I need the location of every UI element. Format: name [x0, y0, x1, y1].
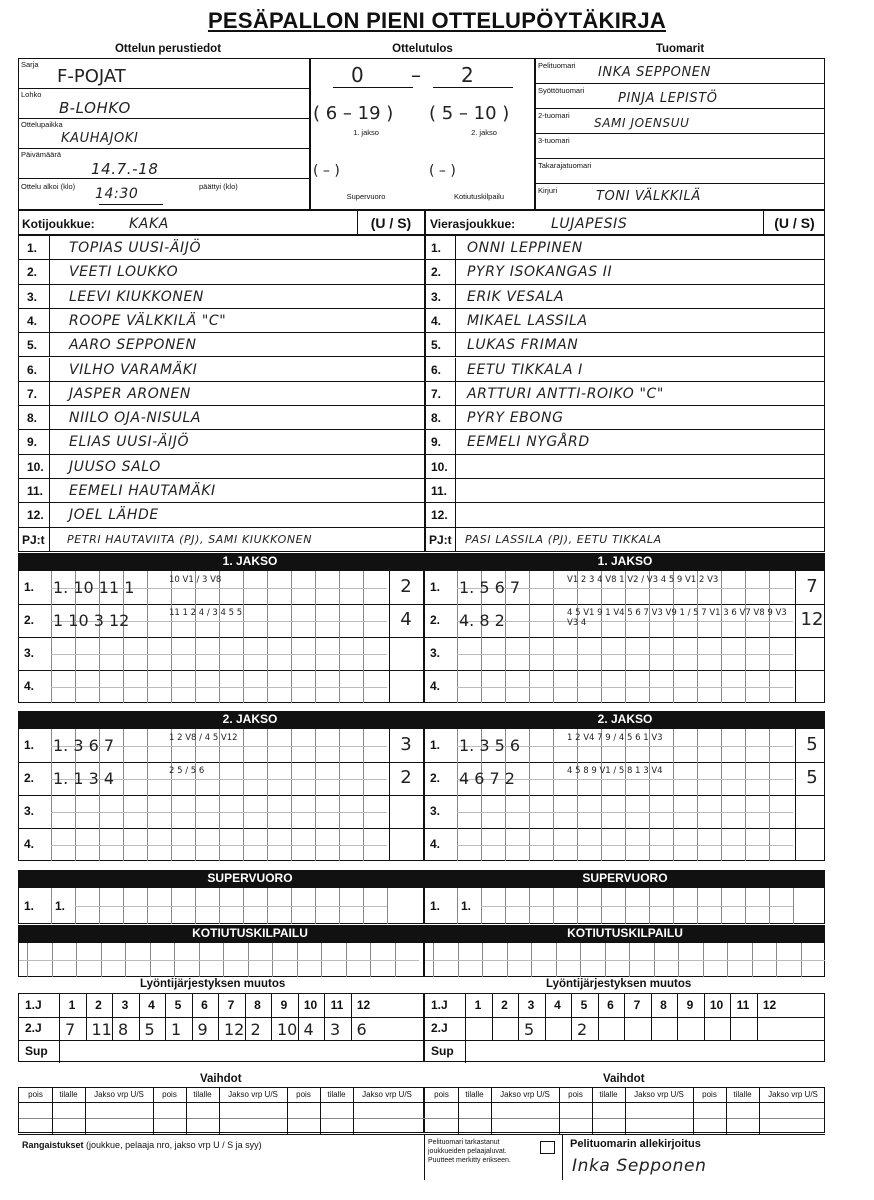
- order-value: 5: [524, 1020, 535, 1039]
- order-title-home: Lyöntijärjestyksen muutos: [140, 978, 286, 990]
- away-pj-label: PJ:t: [429, 532, 452, 547]
- inning-number: 2.: [430, 771, 441, 785]
- scorer-value: TONI VÄLKKILÄ: [596, 189, 701, 204]
- home-player-name: JUUSO SALO: [69, 458, 161, 475]
- order-row-label: 2.J: [431, 1021, 448, 1035]
- home-coaches: PETRI HAUTAVIITA (PJ), SAMI KIUKKONEN: [67, 532, 313, 546]
- away-player-name: ERIK VESALA: [467, 288, 565, 305]
- check-box[interactable]: [540, 1141, 555, 1154]
- result-heading: Ottelutulos: [392, 43, 453, 55]
- order-value: 6: [356, 1020, 367, 1039]
- inning-number: 1.: [24, 580, 35, 594]
- away-score: 2: [461, 63, 474, 87]
- order-col: 11: [330, 998, 344, 1012]
- away-us-indicator: (U / S): [763, 211, 825, 235]
- order-col: 8: [254, 998, 261, 1012]
- sv-row-num: 1.: [461, 899, 472, 913]
- order-row-label: Sup: [25, 1044, 48, 1058]
- penalties-note: (joukkue, pelaaja nro, jakso vrp U / S ja syy): [86, 1140, 262, 1150]
- inning-number: 1.: [24, 738, 35, 752]
- page-title: PESÄPALLON PIENI OTTELUPÖYTÄKIRJA: [207, 8, 667, 33]
- home-marks: 11 1 2 4 / 3 4 5 5: [169, 608, 243, 618]
- period-bar-label-home: 1. JAKSO: [222, 554, 278, 568]
- subs-head: Jakso vrp U/S: [634, 1090, 684, 1099]
- second-referee-value: SAMI JOENSUU: [594, 116, 690, 130]
- away-player-number: 2.: [431, 265, 442, 280]
- inning-number: 4.: [430, 679, 441, 693]
- order-title-away: Lyöntijärjestyksen muutos: [546, 978, 692, 990]
- subs-head: tilalle: [733, 1090, 752, 1099]
- roster-row: [19, 309, 824, 333]
- away-marks: 1 2 V4 7 9 / 4 5 6 1 V3: [567, 733, 663, 743]
- check-line2: joukkueiden pelaajaluvat.: [428, 1148, 507, 1155]
- home-player-number: 7.: [27, 386, 38, 401]
- away-player-name: EEMELI NYGÅRD: [467, 434, 590, 451]
- order-row-label: 1.J: [431, 998, 448, 1012]
- home-player-number: 6.: [27, 362, 38, 377]
- order-col: 6: [201, 998, 208, 1012]
- home-player-number: 9.: [27, 435, 38, 450]
- away-player-name: ONNI LEPPINEN: [467, 240, 583, 256]
- subs-title-away: Vaihdot: [603, 1073, 645, 1085]
- inning-number: 3.: [430, 646, 441, 660]
- order-value: 9: [197, 1020, 208, 1039]
- subs-head: Jakso vrp U/S: [768, 1090, 818, 1099]
- subs-head: pois: [434, 1090, 449, 1099]
- order-col: 12: [356, 998, 371, 1012]
- period2-result: ( 5 – 10 ): [429, 103, 510, 124]
- home-player-number: 10.: [27, 459, 44, 474]
- home-marks: 1 2 V8 / 4 5 V12: [169, 733, 238, 743]
- home-player-name: NIILO OJA-NISULA: [69, 410, 202, 427]
- away-player-name: EETU TIKKALA I: [467, 361, 583, 378]
- home-player-number: 5.: [27, 338, 38, 353]
- home-player-name: TOPIAS UUSI-ÄIJÖ: [69, 240, 202, 256]
- home-player-name: JOEL LÄHDE: [69, 507, 159, 524]
- penalties-label: Rangaistukset: [22, 1140, 84, 1150]
- home-runs: 3: [400, 734, 412, 755]
- signature-label: Pelituomarin allekirjoitus: [570, 1138, 701, 1150]
- order-value: 4: [303, 1020, 314, 1039]
- period1-result: ( 6 – 19 ): [313, 103, 394, 124]
- away-runs: 12: [800, 609, 824, 630]
- home-player-name: ELIAS UUSI-ÄIJÖ: [69, 434, 190, 451]
- home-runs: 2: [400, 767, 412, 788]
- order-value: 11: [91, 1020, 112, 1039]
- home-team-label: Kotijoukkue:: [22, 217, 95, 231]
- away-player-number: 11.: [431, 484, 448, 498]
- ref-label: Kirjuri: [538, 186, 558, 195]
- inning-number: 3.: [430, 804, 441, 818]
- inning-number: 1.: [430, 738, 441, 752]
- inning-number: 3.: [24, 804, 35, 818]
- order-value: 2: [250, 1020, 261, 1039]
- subs-head: tilalle: [327, 1090, 346, 1099]
- order-value: 1: [171, 1020, 182, 1039]
- date-value: 14.7.-18: [91, 160, 159, 178]
- check-line3: Puutteet merkitty erikseen.: [428, 1157, 511, 1164]
- period-bar-label-away: 1. JAKSO: [597, 554, 653, 568]
- away-marks: 4 5 8 9 V1 / 5 8 1 3 V4: [567, 766, 663, 776]
- order-col: 9: [280, 998, 288, 1012]
- referees-box: [535, 58, 825, 210]
- home-runs: 2: [400, 576, 412, 597]
- subs-head: Jakso vrp U/S: [362, 1090, 412, 1099]
- order-col: 4: [148, 998, 155, 1012]
- order-col: 3: [527, 998, 535, 1012]
- inning-number: 2.: [430, 613, 441, 627]
- order-col: 4: [554, 998, 561, 1012]
- order-value: 10: [277, 1020, 298, 1039]
- supervuoro-grid: [18, 888, 825, 924]
- inning-grid: [18, 571, 825, 703]
- away-runs: 5: [806, 734, 818, 755]
- away-player-number: 12.: [431, 508, 448, 523]
- order-value: 3: [330, 1020, 341, 1039]
- away-runs: 7: [806, 576, 818, 597]
- order-row-label: Sup: [431, 1044, 454, 1058]
- series-value: F-POJAT: [57, 66, 126, 87]
- roster-row: [19, 285, 824, 309]
- home-player-name: JASPER ARONEN: [69, 385, 191, 402]
- away-player-number: 7.: [431, 386, 442, 401]
- order-row-label: 1.J: [25, 998, 42, 1012]
- away-player-number: 5.: [431, 338, 442, 353]
- order-col: 5: [580, 998, 588, 1012]
- kotiutus-label-home: KOTIUTUSKILPAILU: [192, 926, 308, 940]
- result-box: [310, 58, 535, 210]
- roster-row: [19, 260, 824, 284]
- teams-header: [18, 210, 825, 236]
- subs-head: pois: [162, 1090, 177, 1099]
- supervuoro-label: Supervuoro: [346, 192, 386, 201]
- ref-label: Syöttötuomari: [538, 86, 585, 95]
- subs-head: Jakso vrp U/S: [228, 1090, 278, 1099]
- away-team-name: LUJAPESIS: [551, 216, 628, 232]
- inning-number: 4.: [430, 837, 441, 851]
- away-player-number: 1.: [431, 241, 442, 255]
- home-us-indicator: (U / S): [357, 211, 425, 235]
- end-label: päättyi (klo): [199, 182, 238, 191]
- subs-grid: [18, 1087, 825, 1133]
- home-player-number: 8.: [27, 411, 38, 426]
- order-value: 8: [118, 1020, 129, 1039]
- roster-row: [19, 382, 824, 406]
- start-label: Ottelu alkoi (klo): [21, 182, 76, 191]
- order-col: 5: [174, 998, 182, 1012]
- home-player-name: VEETI LOUKKO: [69, 264, 179, 281]
- date-label: Päivämäärä: [21, 150, 62, 159]
- inning-number: 3.: [24, 646, 35, 660]
- subs-head: tilalle: [599, 1090, 618, 1099]
- away-player-name: LUKAS FRIMAN: [467, 337, 579, 354]
- order-value: 12: [224, 1020, 245, 1039]
- home-runs: 4: [400, 609, 412, 630]
- roster-row: [19, 455, 824, 479]
- referees-heading: Tuomarit: [655, 43, 705, 55]
- away-batters: 1. 3 5 6: [459, 736, 521, 755]
- inning-number: 4.: [24, 679, 35, 693]
- away-player-number: 3.: [431, 289, 442, 304]
- pitcher-referee-value: PINJA LEPISTÖ: [618, 91, 718, 106]
- check-note: [428, 1138, 511, 1165]
- order-col: 10: [709, 998, 724, 1012]
- home-player-name: LEEVI KIUKKONEN: [69, 288, 204, 305]
- subs-head: Jakso vrp U/S: [500, 1090, 550, 1099]
- home-player-number: 11.: [27, 484, 44, 498]
- home-marks: 10 V1 / 3 V8: [169, 575, 222, 585]
- roster-row: [19, 358, 824, 382]
- group-label: Lohko: [21, 90, 42, 99]
- home-batters: 1 10 3 12: [53, 611, 130, 630]
- order-grid: [18, 993, 825, 1062]
- order-value: 2: [577, 1020, 588, 1039]
- away-marks: V1 2 3 4 V8 1 V2 / V3 4 5 9 V1 2 V3: [567, 575, 719, 585]
- away-batters: 4 6 7 2: [459, 769, 515, 788]
- home-player-number: 4.: [27, 313, 38, 328]
- home-player-name: EEMELI HAUTAMÄKI: [69, 483, 216, 499]
- inning-grid: [18, 729, 825, 861]
- supervuoro-label-home: SUPERVUORO: [207, 871, 293, 885]
- subs-head: pois: [28, 1090, 43, 1099]
- subs-head: pois: [568, 1090, 583, 1099]
- head-referee-value: INKA SEPPONEN: [598, 65, 711, 80]
- subs-head: pois: [296, 1090, 311, 1099]
- order-col: 7: [633, 998, 641, 1012]
- away-player-number: 4.: [431, 313, 442, 328]
- ref-label: 3-tuomari: [538, 136, 570, 145]
- kotiutus-label-away: KOTIUTUSKILPAILU: [567, 926, 683, 940]
- inning-number: 2.: [24, 613, 35, 627]
- away-batters: 1. 5 6 7: [459, 578, 521, 597]
- subs-head: tilalle: [193, 1090, 212, 1099]
- order-col: 3: [121, 998, 129, 1012]
- period-bar-label-home: 2. JAKSO: [222, 712, 278, 726]
- away-player-number: 9.: [431, 435, 442, 450]
- order-value: 7: [65, 1020, 76, 1039]
- order-col: 2: [501, 998, 508, 1012]
- order-col: 12: [762, 998, 777, 1012]
- order-row-label: 2.J: [25, 1021, 42, 1035]
- period1-label: 1. jakso: [353, 128, 379, 137]
- home-player-name: VILHO VARAMÄKI: [69, 361, 198, 378]
- subs-head: pois: [702, 1090, 717, 1099]
- home-player-number: 2.: [27, 265, 38, 280]
- basic-info-box: [18, 58, 310, 210]
- away-marks: 4 5 V1 9 1 V4 5 6 7 V3 V9 1 / 5 7 V1 3 6 V7 V8 9 V3 V3 4: [567, 608, 787, 628]
- away-player-name: PYRY EBONG: [467, 410, 564, 427]
- home-batters: 1. 10 11 1: [53, 578, 135, 597]
- sv-row-num: 1.: [24, 899, 35, 913]
- sv-row-num: 1.: [430, 899, 441, 913]
- home-pj-label: PJ:t: [22, 532, 45, 547]
- home-score: 0: [351, 63, 364, 87]
- home-player-name: ROOPE VÄLKKILÄ "C": [69, 312, 227, 329]
- home-player-number: 12.: [27, 508, 44, 523]
- roster-row: [19, 406, 824, 430]
- order-col: 1: [68, 998, 76, 1012]
- home-team-name: KAKA: [129, 216, 169, 232]
- roster-row: [19, 236, 824, 260]
- start-value: 14:30: [95, 186, 139, 202]
- home-batters: 1. 3 6 7: [53, 736, 115, 755]
- away-team-label: Vierasjoukkue:: [430, 217, 516, 231]
- ref-label: 2-tuomari: [538, 111, 570, 120]
- order-col: 6: [607, 998, 614, 1012]
- home-player-number: 1.: [27, 241, 38, 255]
- order-col: 8: [660, 998, 667, 1012]
- roster-row: [19, 503, 824, 527]
- venue-value: KAUHAJOKI: [61, 131, 139, 146]
- home-batters: 1. 1 3 4: [53, 769, 115, 788]
- roster-row: [19, 430, 824, 454]
- roster-row: [19, 333, 824, 357]
- home-marks: 2 5 / 5 6: [169, 766, 205, 776]
- inning-number: 2.: [24, 771, 35, 785]
- supervuoro-result: ( – ): [313, 163, 340, 179]
- inning-number: 1.: [430, 580, 441, 594]
- score-dash: –: [411, 63, 421, 87]
- inning-number: 4.: [24, 837, 35, 851]
- group-value: B-LOHKO: [59, 99, 131, 117]
- sv-row-num: 1.: [55, 899, 66, 913]
- kotiutus-grid: [18, 943, 825, 977]
- order-col: 2: [95, 998, 102, 1012]
- kotiutus-label: Kotiutuskilpailu: [453, 192, 505, 201]
- subs-title-home: Vaihdot: [200, 1073, 242, 1085]
- period2-label: 2. jakso: [471, 128, 497, 137]
- away-batters: 4. 8 2: [459, 611, 505, 630]
- order-col: 11: [736, 998, 750, 1012]
- supervuoro-label-away: SUPERVUORO: [582, 871, 668, 885]
- subs-head: Jakso vrp U/S: [94, 1090, 144, 1099]
- ref-label: Takarajatuomari: [538, 161, 592, 170]
- home-player-name: AARO SEPPONEN: [69, 337, 197, 354]
- home-player-number: 3.: [27, 289, 38, 304]
- subs-head: tilalle: [59, 1090, 78, 1099]
- series-label: Sarja: [21, 60, 39, 69]
- away-player-number: 10.: [431, 459, 448, 474]
- check-line1: Pelituomari tarkastanut: [428, 1139, 500, 1146]
- order-col: 1: [474, 998, 482, 1012]
- roster-row: [19, 528, 824, 552]
- ref-label: Pelituomari: [538, 61, 576, 70]
- roster-area: [18, 236, 825, 552]
- order-col: 9: [686, 998, 694, 1012]
- penalties-row: [22, 1140, 262, 1150]
- basic-info-heading: Ottelun perustiedot: [114, 43, 222, 55]
- away-player-name: ARTTURI ANTTI-ROIKO "C": [467, 385, 664, 402]
- away-coaches: PASI LASSILA (PJ), EETU TIKKALA: [465, 532, 662, 546]
- order-col: 10: [303, 998, 318, 1012]
- period-bar-label-away: 2. JAKSO: [597, 712, 653, 726]
- away-player-name: PYRY ISOKANGAS II: [467, 264, 613, 281]
- venue-label: Ottelupaikka: [21, 120, 63, 129]
- roster-row: [19, 479, 824, 503]
- kotiutus-result: ( – ): [429, 163, 456, 179]
- away-player-number: 6.: [431, 362, 442, 377]
- away-player-name: MIKAEL LASSILA: [467, 312, 588, 329]
- away-runs: 5: [806, 767, 818, 788]
- subs-head: tilalle: [465, 1090, 484, 1099]
- order-col: 7: [227, 998, 235, 1012]
- order-value: 5: [144, 1020, 155, 1039]
- signature: Inka Sepponen: [572, 1156, 707, 1176]
- away-player-number: 8.: [431, 411, 442, 426]
